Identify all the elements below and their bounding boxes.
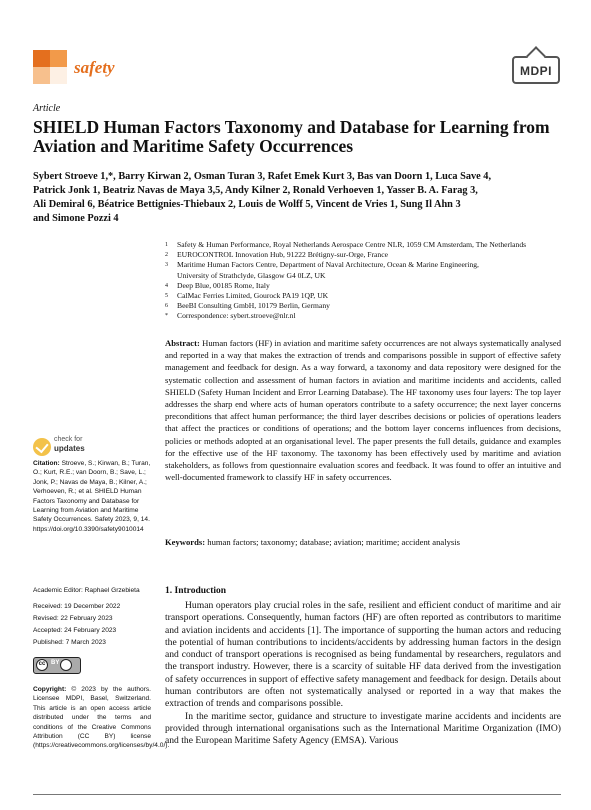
abstract-text: Human factors (HF) in aviation and maritime safety occurrences are not always systematically analysed and reported in a way that makes the extraction of trends and comparisons possible in support of effective safety management and feedback for design. As a way forward, a taxonomy and data repository were designed for the systematic collection and assessment of human factors in aviation and maritime incidents and accidents, called SHIELD (Safety Human Incident and Error Learning Database). The HF taxonomy uses four layers: The top layer addresses the sharp end where acts of human operators contribute to a safety occurrence; the next layer concerns preconditions that affect human performance; the third layer describes decisions or policies of operations leaders that affect the practices or conditions of operations; and the bottom layer concerns influences from decisions, policies or methods adopted at an organisational level. The paper presents the full details, guidance and examples for the effective use of the HF taxonomy. The taxonomy has been effectively used by maritime and aviation stakeholders, as follows from questionnaire evaluation scores and feedback. It was found to offer an intuitive and well-documented framework to classify HF in safety occurrences. (165, 338, 561, 483)
section-heading: 1. Introduction (165, 586, 227, 596)
author-list (33, 170, 563, 226)
abstract (165, 337, 561, 483)
keywords (165, 536, 561, 548)
mdpi-logo (512, 56, 560, 84)
abstract-label: Abstract: (165, 338, 200, 348)
copyright: Copyright: © 2023 by the authors. Licensee MDPI, Basel, Switzerland. This article is an open access article distributed under the terms and conditions of the Creative Commons Attribution (CC BY) license (https://creativecommons.org/licenses/by/4.0/). (33, 686, 170, 750)
citation: Citation: Stroeve, S.; Kirwan, B.; Turan, O.; Kurt, R.E.; van Doorn, B.; Save, L.; Jonk, P.; Navas de Maya, B.; Kilner, A.; Verhoeven, R.; et al. SHIELD Human Factors Taxonomy and Database for Learning from Aviation and Maritime Safety Occurrences. Safety 2023, 9, 14. https://doi.org/10.3390/safety9010014 (33, 460, 151, 533)
author-line: Sybert Stroeve 1,*, Barry Kirwan 2, Osman Turan 3, Rafet Emek Kurt 3, Bas van Doorn 1, Luca Save 4, (33, 171, 492, 182)
affiliation: 5 CalMac Ferries Limited, Gourock PA19 1QP, UK (165, 291, 329, 301)
date-published: Published: 7 March 2023 (33, 639, 106, 646)
article-type: Article (33, 103, 61, 114)
check-for-updates-badge[interactable]: check for updates (33, 436, 133, 464)
cc-icon: cc (36, 659, 48, 671)
affiliation: 4 Deep Blue, 00185 Rome, Italy (165, 280, 270, 290)
author-line: Ali Demiral 6, Béatrice Bettignies-Thiebaux 2, Louis de Wolff 5, Vincent de Vries 1, Sung Il Ahn 3 (33, 199, 461, 210)
affiliation: 6 BeeBI Consulting GmbH, 10179 Berlin, Germany (165, 301, 330, 311)
section-body (165, 600, 561, 748)
cc-by-license-badge[interactable] (33, 657, 81, 674)
footer-rule (33, 794, 561, 795)
correspondence: * Correspondence: sybert.stroeve@nlr.nl (165, 311, 296, 321)
keywords-text: human factors; taxonomy; database; aviation; maritime; accident analysis (207, 537, 460, 547)
keywords-label: Keywords: (165, 537, 206, 547)
academic-editor: Academic Editor: Raphael Grzebieta (33, 587, 140, 594)
affiliation: 2 EUROCONTROL Innovation Hub, 91222 Brétigny-sur-Orge, France (165, 250, 388, 260)
paper-title: SHIELD Human Factors Taxonomy and Database for Learning from Aviation and Maritime Safety Occurrences (33, 117, 550, 156)
by-label: BY (51, 660, 60, 666)
author-line: Patrick Jonk 1, Beatriz Navas de Maya 3,5, Andy Kilner 2, Ronald Verhoeven 1, Yasser B. A. Farag 3, (33, 185, 478, 196)
journal-name: safety (74, 58, 115, 77)
publisher-name: MDPI (520, 64, 552, 78)
paragraph: Human operators play crucial roles in the safe, resilient and efficient conduct of maritime and air transport operations. Consequently, human factors (HF) are often reported as contributors to maritime and aviation incidents and accidents [1]. The importance of supporting the human actors and reducing the potential of human contributions to incidents/accidents by addressing human factors in the design and conduct of transport operations is recognised as being fundamental by researchers, regulators and the transport industry. However, there is a scarcity of suitable HF data derived from the investigation of safety occurrences in support of effective safety management and feedback for design. Details about human contributors are often not systematically analysed or reported in a way that makes the extraction of trends and comparisons possible. (165, 600, 561, 710)
affiliation: University of Strathclyde, Glasgow G4 0LZ, UK (177, 270, 326, 280)
check-icon (33, 438, 51, 456)
date-accepted: Accepted: 24 February 2023 (33, 627, 117, 634)
affiliation: 1 Safety & Human Performance, Royal Netherlands Aerospace Centre NLR, 1059 CM Amsterdam, The Netherlands (165, 240, 527, 249)
affiliations (165, 240, 565, 322)
date-received: Received: 19 December 2022 (33, 603, 121, 610)
date-revised: Revised: 22 February 2023 (33, 615, 113, 622)
paragraph: In the maritime sector, guidance and structure to investigate marine accidents and incidents are provided through international organisations such as the International Maritime Organization (IMO) and the European Maritime Safety Agency (EMSA). Various (165, 710, 561, 747)
journal-logo (33, 50, 67, 84)
author-line: and Simone Pozzi 4 (33, 213, 119, 224)
affiliation: 3 Maritime Human Factors Centre, Department of Naval Architecture, Ocean & Marine Engineering, (165, 260, 479, 270)
attribution-icon (60, 659, 72, 671)
